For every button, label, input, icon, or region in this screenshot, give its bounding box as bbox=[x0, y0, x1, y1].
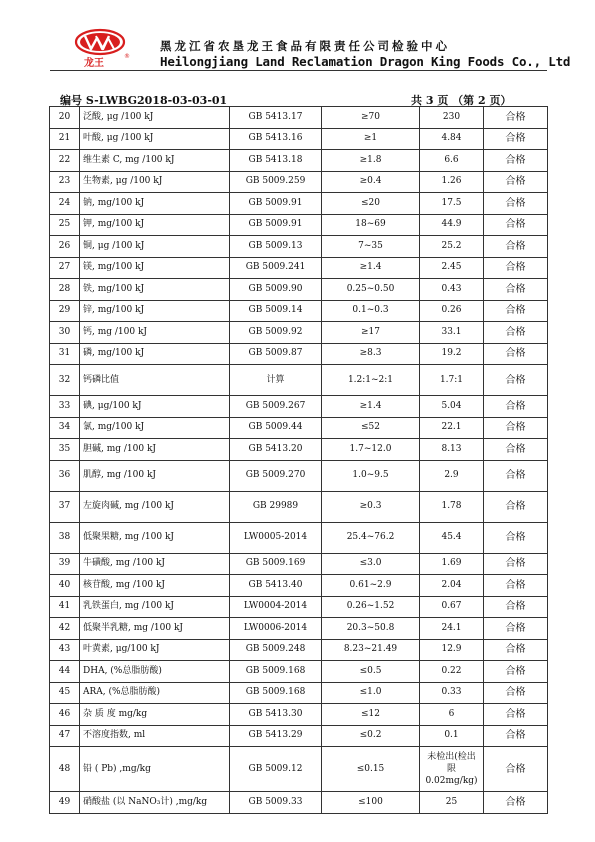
test-result: 2.04 bbox=[420, 575, 484, 597]
row-number: 24 bbox=[50, 193, 80, 215]
row-number: 26 bbox=[50, 236, 80, 258]
test-item: 左旋肉碱, mg /100 kJ bbox=[80, 491, 230, 522]
row-number: 35 bbox=[50, 439, 80, 461]
judgement: 合格 bbox=[484, 396, 548, 418]
table-row bbox=[50, 522, 548, 553]
judgement: 合格 bbox=[484, 618, 548, 640]
judgement: 合格 bbox=[484, 439, 548, 461]
judgement: 合格 bbox=[484, 491, 548, 522]
judgement: 合格 bbox=[484, 343, 548, 365]
row-number: 47 bbox=[50, 725, 80, 747]
test-result: 0.1 bbox=[420, 725, 484, 747]
test-item: 碘, μg/100 kJ bbox=[80, 396, 230, 418]
judgement: 合格 bbox=[484, 460, 548, 491]
test-standard: GB 5009.44 bbox=[230, 417, 322, 439]
test-result: 6 bbox=[420, 704, 484, 726]
test-result: 2.9 bbox=[420, 460, 484, 491]
requirement: 1.2:1~2:1 bbox=[322, 365, 420, 396]
test-item: 维生素 C, mg /100 kJ bbox=[80, 150, 230, 172]
row-number: 22 bbox=[50, 150, 80, 172]
requirement: 1.0~9.5 bbox=[322, 460, 420, 491]
table-row bbox=[50, 322, 548, 344]
judgement: 合格 bbox=[484, 661, 548, 683]
test-item: 钠, mg/100 kJ bbox=[80, 193, 230, 215]
test-item: 镁, mg/100 kJ bbox=[80, 257, 230, 279]
test-standard: GB 5009.91 bbox=[230, 214, 322, 236]
table-row bbox=[50, 150, 548, 172]
test-result: 17.5 bbox=[420, 193, 484, 215]
row-number: 39 bbox=[50, 553, 80, 575]
test-standard: LW0004-2014 bbox=[230, 596, 322, 618]
test-standard: GB 5009.13 bbox=[230, 236, 322, 258]
requirement: ≥1.4 bbox=[322, 257, 420, 279]
row-number: 32 bbox=[50, 365, 80, 396]
test-result: 5.04 bbox=[420, 396, 484, 418]
requirement: ≥1.4 bbox=[322, 396, 420, 418]
row-number: 21 bbox=[50, 128, 80, 150]
requirement: 18~69 bbox=[322, 214, 420, 236]
table-row bbox=[50, 193, 548, 215]
judgement: 合格 bbox=[484, 747, 548, 792]
test-standard: GB 5413.18 bbox=[230, 150, 322, 172]
test-item: 铁, mg/100 kJ bbox=[80, 279, 230, 301]
test-item: 牛磺酸, mg /100 kJ bbox=[80, 553, 230, 575]
test-results-table bbox=[49, 106, 548, 814]
judgement: 合格 bbox=[484, 596, 548, 618]
judgement: 合格 bbox=[484, 725, 548, 747]
requirement: ≤0.2 bbox=[322, 725, 420, 747]
test-result: 33.1 bbox=[420, 322, 484, 344]
test-standard: GB 5009.169 bbox=[230, 553, 322, 575]
requirement: ≥0.3 bbox=[322, 491, 420, 522]
table-row bbox=[50, 365, 548, 396]
test-standard: GB 5009.92 bbox=[230, 322, 322, 344]
requirement: 0.61~2.9 bbox=[322, 575, 420, 597]
test-standard: GB 5009.168 bbox=[230, 682, 322, 704]
test-item: 铜, μg /100 kJ bbox=[80, 236, 230, 258]
requirement: ≤100 bbox=[322, 792, 420, 814]
requirement: ≤0.5 bbox=[322, 661, 420, 683]
company-logo bbox=[72, 28, 134, 70]
test-standard: GB 5009.168 bbox=[230, 661, 322, 683]
test-result: 0.43 bbox=[420, 279, 484, 301]
test-result: 24.1 bbox=[420, 618, 484, 640]
row-number: 25 bbox=[50, 214, 80, 236]
test-result: 230 bbox=[420, 107, 484, 129]
judgement: 合格 bbox=[484, 553, 548, 575]
row-number: 20 bbox=[50, 107, 80, 129]
table-row bbox=[50, 128, 548, 150]
table-row bbox=[50, 596, 548, 618]
test-item: 钙磷比值 bbox=[80, 365, 230, 396]
table-row bbox=[50, 460, 548, 491]
test-standard: GB 5009.259 bbox=[230, 171, 322, 193]
test-item: 杂 质 度 mg/kg bbox=[80, 704, 230, 726]
judgement: 合格 bbox=[484, 214, 548, 236]
test-standard: LW0006-2014 bbox=[230, 618, 322, 640]
row-number: 36 bbox=[50, 460, 80, 491]
test-standard: 计算 bbox=[230, 365, 322, 396]
row-number: 23 bbox=[50, 171, 80, 193]
test-item: 硝酸盐 (以 NaNO₃计) ,mg/kg bbox=[80, 792, 230, 814]
table-row bbox=[50, 107, 548, 129]
row-number: 27 bbox=[50, 257, 80, 279]
row-number: 31 bbox=[50, 343, 80, 365]
row-number: 34 bbox=[50, 417, 80, 439]
requirement: ≤0.15 bbox=[322, 747, 420, 792]
row-number: 44 bbox=[50, 661, 80, 683]
company-name-en: Heilongjiang Land Reclamation Dragon King Foods Co., Ltd bbox=[160, 54, 571, 69]
test-result: 2.45 bbox=[420, 257, 484, 279]
judgement: 合格 bbox=[484, 322, 548, 344]
row-number: 48 bbox=[50, 747, 80, 792]
table-row bbox=[50, 553, 548, 575]
test-result: 未检出(检出限 0.02mg/kg) bbox=[420, 747, 484, 792]
test-item: 钙, mg /100 kJ bbox=[80, 322, 230, 344]
table-row bbox=[50, 279, 548, 301]
table-row bbox=[50, 257, 548, 279]
test-result: 19.2 bbox=[420, 343, 484, 365]
requirement: ≥1.8 bbox=[322, 150, 420, 172]
table-row bbox=[50, 236, 548, 258]
test-item: 乳铁蛋白, mg /100 kJ bbox=[80, 596, 230, 618]
row-number: 37 bbox=[50, 491, 80, 522]
row-number: 41 bbox=[50, 596, 80, 618]
row-number: 33 bbox=[50, 396, 80, 418]
test-result: 0.67 bbox=[420, 596, 484, 618]
test-result: 12.9 bbox=[420, 639, 484, 661]
table-row bbox=[50, 639, 548, 661]
test-result: 0.22 bbox=[420, 661, 484, 683]
requirement: 0.1~0.3 bbox=[322, 300, 420, 322]
judgement: 合格 bbox=[484, 300, 548, 322]
page-info: 共 3 页 （第 2 页） bbox=[411, 94, 512, 107]
test-item: 胆碱, mg /100 kJ bbox=[80, 439, 230, 461]
test-item: 锌, mg/100 kJ bbox=[80, 300, 230, 322]
requirement: ≤52 bbox=[322, 417, 420, 439]
table-row bbox=[50, 214, 548, 236]
test-result: 45.4 bbox=[420, 522, 484, 553]
row-number: 38 bbox=[50, 522, 80, 553]
requirement: ≥1 bbox=[322, 128, 420, 150]
judgement: 合格 bbox=[484, 128, 548, 150]
test-result: 4.84 bbox=[420, 128, 484, 150]
svg-text:龙王: 龙王 bbox=[84, 58, 104, 69]
row-number: 42 bbox=[50, 618, 80, 640]
table-row bbox=[50, 661, 548, 683]
requirement: 7~35 bbox=[322, 236, 420, 258]
requirement: 25.4~76.2 bbox=[322, 522, 420, 553]
table-row bbox=[50, 343, 548, 365]
test-item: DHA, (%总脂肪酸) bbox=[80, 661, 230, 683]
row-number: 28 bbox=[50, 279, 80, 301]
test-standard: LW0005-2014 bbox=[230, 522, 322, 553]
judgement: 合格 bbox=[484, 417, 548, 439]
test-standard: GB 5009.241 bbox=[230, 257, 322, 279]
requirement: 0.25~0.50 bbox=[322, 279, 420, 301]
requirement: ≤3.0 bbox=[322, 553, 420, 575]
test-item: 钾, mg/100 kJ bbox=[80, 214, 230, 236]
test-item: 铅 ( Pb) ,mg/kg bbox=[80, 747, 230, 792]
requirement: ≤12 bbox=[322, 704, 420, 726]
test-standard: GB 5009.90 bbox=[230, 279, 322, 301]
judgement: 合格 bbox=[484, 193, 548, 215]
requirement: ≥8.3 bbox=[322, 343, 420, 365]
test-item: 低聚半乳糖, mg /100 kJ bbox=[80, 618, 230, 640]
test-standard: GB 5413.17 bbox=[230, 107, 322, 129]
test-standard: GB 5009.14 bbox=[230, 300, 322, 322]
judgement: 合格 bbox=[484, 682, 548, 704]
test-standard: GB 5009.87 bbox=[230, 343, 322, 365]
test-item: 低聚果糖, mg /100 kJ bbox=[80, 522, 230, 553]
judgement: 合格 bbox=[484, 704, 548, 726]
requirement: 1.7~12.0 bbox=[322, 439, 420, 461]
requirement: ≥70 bbox=[322, 107, 420, 129]
judgement: 合格 bbox=[484, 792, 548, 814]
row-number: 45 bbox=[50, 682, 80, 704]
requirement: 8.23~21.49 bbox=[322, 639, 420, 661]
test-result: 1.26 bbox=[420, 171, 484, 193]
judgement: 合格 bbox=[484, 522, 548, 553]
requirement: ≤20 bbox=[322, 193, 420, 215]
requirement: ≤1.0 bbox=[322, 682, 420, 704]
table-row bbox=[50, 491, 548, 522]
test-standard: GB 5009.270 bbox=[230, 460, 322, 491]
test-standard: GB 5413.16 bbox=[230, 128, 322, 150]
table-row bbox=[50, 575, 548, 597]
test-result: 0.26 bbox=[420, 300, 484, 322]
test-standard: GB 5413.40 bbox=[230, 575, 322, 597]
test-result: 25.2 bbox=[420, 236, 484, 258]
test-standard: GB 5009.267 bbox=[230, 396, 322, 418]
test-item: 核苷酸, mg /100 kJ bbox=[80, 575, 230, 597]
report-header bbox=[0, 0, 595, 80]
test-result: 1.69 bbox=[420, 553, 484, 575]
test-item: 叶酸, μg /100 kJ bbox=[80, 128, 230, 150]
company-name-cn: 黑龙江省农垦龙王食品有限责任公司检验中心 bbox=[160, 39, 450, 53]
test-standard: GB 5009.248 bbox=[230, 639, 322, 661]
test-result: 1.7:1 bbox=[420, 365, 484, 396]
test-standard: GB 5009.33 bbox=[230, 792, 322, 814]
header-divider bbox=[50, 70, 547, 71]
judgement: 合格 bbox=[484, 575, 548, 597]
test-result: 44.9 bbox=[420, 214, 484, 236]
row-number: 49 bbox=[50, 792, 80, 814]
row-number: 46 bbox=[50, 704, 80, 726]
table-row bbox=[50, 747, 548, 792]
test-standard: GB 5413.20 bbox=[230, 439, 322, 461]
judgement: 合格 bbox=[484, 171, 548, 193]
judgement: 合格 bbox=[484, 365, 548, 396]
test-standard: GB 5009.91 bbox=[230, 193, 322, 215]
table-row bbox=[50, 396, 548, 418]
row-number: 30 bbox=[50, 322, 80, 344]
judgement: 合格 bbox=[484, 279, 548, 301]
table-row bbox=[50, 792, 548, 814]
row-number: 43 bbox=[50, 639, 80, 661]
test-result: 8.13 bbox=[420, 439, 484, 461]
test-result: 22.1 bbox=[420, 417, 484, 439]
judgement: 合格 bbox=[484, 107, 548, 129]
test-item: 叶黄素, μg/100 kJ bbox=[80, 639, 230, 661]
requirement: 20.3~50.8 bbox=[322, 618, 420, 640]
requirement: ≥17 bbox=[322, 322, 420, 344]
test-item: 氯, mg/100 kJ bbox=[80, 417, 230, 439]
table-row bbox=[50, 171, 548, 193]
svg-text:®: ® bbox=[124, 53, 130, 60]
table-row bbox=[50, 682, 548, 704]
row-number: 29 bbox=[50, 300, 80, 322]
test-result: 0.33 bbox=[420, 682, 484, 704]
test-item: 泛酸, μg /100 kJ bbox=[80, 107, 230, 129]
table-row bbox=[50, 300, 548, 322]
table-row bbox=[50, 417, 548, 439]
table-row bbox=[50, 618, 548, 640]
judgement: 合格 bbox=[484, 236, 548, 258]
test-standard: GB 5413.30 bbox=[230, 704, 322, 726]
row-number: 40 bbox=[50, 575, 80, 597]
test-item: 不溶度指数, ml bbox=[80, 725, 230, 747]
judgement: 合格 bbox=[484, 257, 548, 279]
test-item: 肌醇, mg /100 kJ bbox=[80, 460, 230, 491]
test-result: 25 bbox=[420, 792, 484, 814]
table-row bbox=[50, 439, 548, 461]
table-row bbox=[50, 704, 548, 726]
judgement: 合格 bbox=[484, 150, 548, 172]
test-result: 1.78 bbox=[420, 491, 484, 522]
document-number: 编号 S-LWBG2018-03-03-01 bbox=[60, 94, 228, 107]
requirement: ≥0.4 bbox=[322, 171, 420, 193]
test-standard: GB 29989 bbox=[230, 491, 322, 522]
test-result: 6.6 bbox=[420, 150, 484, 172]
test-item: 磷, mg/100 kJ bbox=[80, 343, 230, 365]
test-item: ARA, (%总脂肪酸) bbox=[80, 682, 230, 704]
test-standard: GB 5009.12 bbox=[230, 747, 322, 792]
test-item: 生物素, μg /100 kJ bbox=[80, 171, 230, 193]
judgement: 合格 bbox=[484, 639, 548, 661]
requirement: 0.26~1.52 bbox=[322, 596, 420, 618]
test-standard: GB 5413.29 bbox=[230, 725, 322, 747]
table-row bbox=[50, 725, 548, 747]
